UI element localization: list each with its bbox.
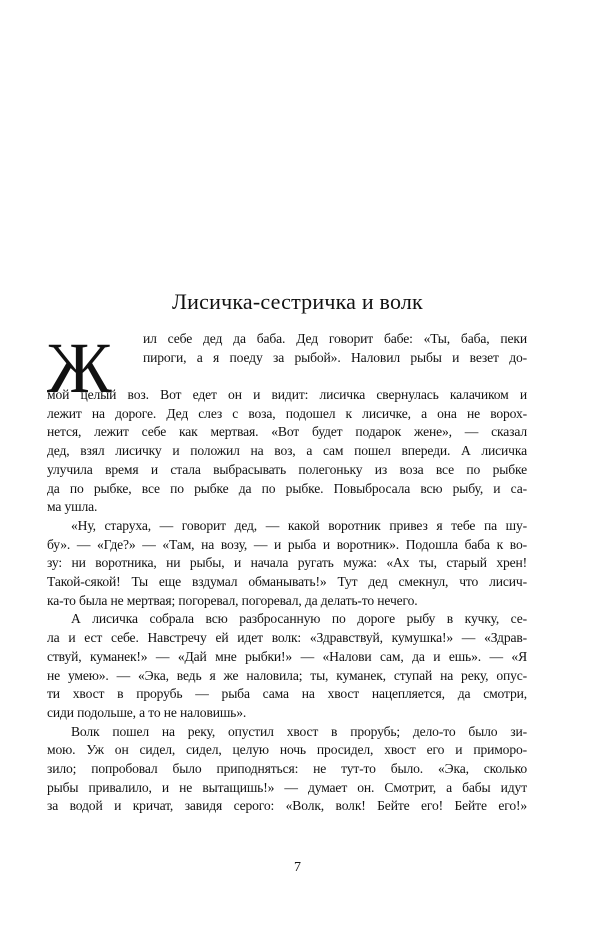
text-line: ствуй, куманек!» — «Дай мне рыбки!» — «Налови сам, да и ешь». — «Я	[47, 648, 527, 664]
text-line: сиди подольше, а то не наловишь».	[47, 704, 247, 720]
text-line: мой целый воз. Вот едет он и видит: лисичка свернулась калачиком и	[47, 387, 527, 402]
text-line: «Ну, старуха, — говорит дед, — какой воротник привез я тебе па шу-	[71, 517, 527, 533]
text-line: Волк пошел на реку, опустил хвост в прорубь; дело-то было зи-	[71, 723, 527, 739]
text-line: не умею». — «Эка, ведь я же наловила; ты, куманек, ступай на реку, опус-	[47, 667, 527, 683]
text-line: ти хвост в прорубь — рыба сама на хвост нацепляется, да смотри,	[47, 686, 527, 702]
story-title: Лисичка-сестричка и волк	[172, 289, 423, 314]
page-number: 7	[294, 860, 301, 875]
paragraph-4	[47, 723, 527, 817]
paragraph-2	[47, 517, 527, 611]
text-line: нется, лежит себе как мертвая. «Вот будет подарок жене», — сказал	[47, 424, 527, 440]
text-line: улучила время и стала выбрасывать полегоньку из воза все по рыбке	[47, 461, 527, 477]
text-line: пироги, а я поеду за рыбой». Наловил рыбы и везет до-	[143, 349, 527, 365]
text-line: А лисичка собрала всю разбросанную по дороге рыбу в кучку, се-	[71, 611, 527, 627]
paragraph-1	[47, 386, 527, 517]
text-line: ла и ест себе. Навстречу ей идет волк: «Здравствуй, кумушка!» — «Здрав-	[47, 630, 527, 646]
text-line: ил себе дед да баба. Дед говорит бабе: «Ты, баба, пеки	[143, 331, 527, 346]
text-line: рыбы привалило, и не вытащишь!» — думает он. Смотрит, а бабы идут	[47, 779, 527, 795]
text-line: ка-то была не мертвая; погоревал, погоревал, да делать-то нечего.	[47, 592, 418, 608]
story-text	[47, 330, 527, 816]
text-line: бу». — «Где?» — «Там, на возу, — и рыба и воротник». Подошла баба к во-	[47, 536, 527, 552]
text-line: да по рыбке, все по рыбке да по рыбке. Повыбросала всю рыбу, и са-	[47, 480, 527, 496]
drop-cap: Ж	[47, 328, 112, 408]
text-line: Такой-сякой! Ты еще вздумал обманывать!» Тут дед смекнул, что лисич-	[47, 574, 527, 590]
paragraph-3	[47, 610, 527, 722]
text-line: зило; попробовал было приподняться: не тут-то было. «Эка, сколько	[47, 761, 527, 777]
text-line: дед, взял лисичку и положил на воз, а сам пошел впереди. А лисичка	[47, 443, 527, 459]
text-line: лежит на дороге. Дед слез с воза, подошел к лисичке, а она не ворох-	[47, 405, 527, 421]
text-line: зу: ни воротника, ни рыбы, и начала ругать мужа: «Ах ты, старый хрен!	[47, 555, 527, 571]
text-line: ма ушла.	[47, 499, 98, 515]
text-line: за водой и кричат, завидя серого: «Волк, волк! Бейте его! Бейте его!»	[47, 798, 527, 814]
text-line: мою. Уж он сидел, сидел, целую ночь просидел, хвост его и приморо-	[47, 742, 527, 758]
